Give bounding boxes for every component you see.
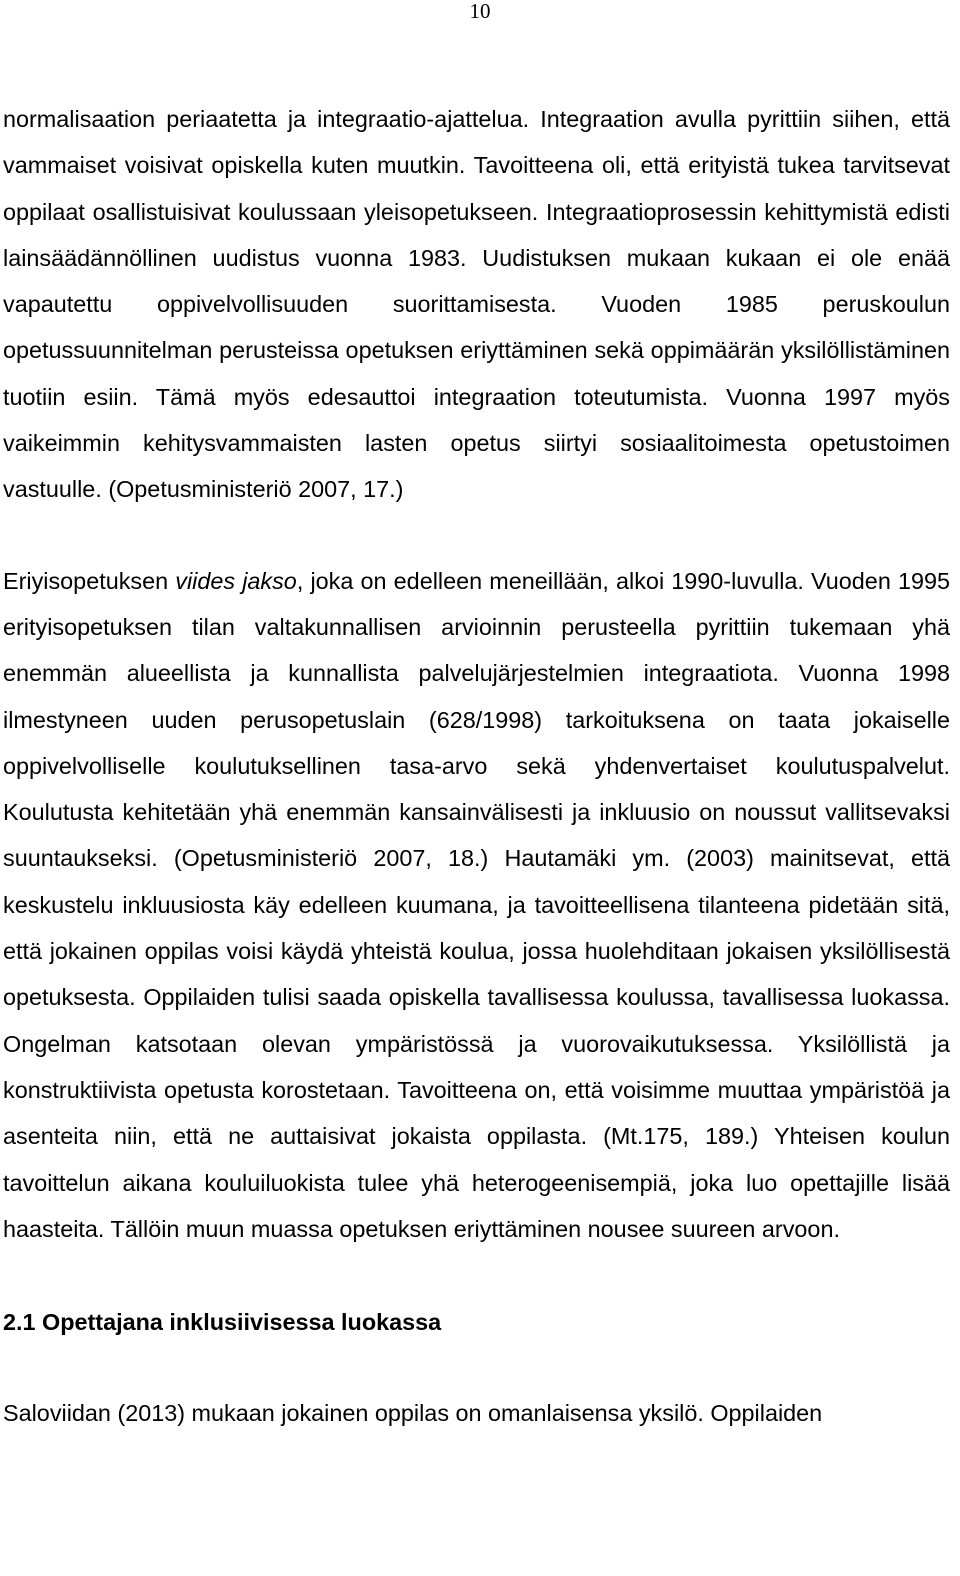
- page-number: 10: [469, 0, 491, 23]
- paragraph-integration-history: normalisaation periaatetta ja integraatio-ajattelua. Integraation avulla pyrittiin siihen, että vammaiset voisivat opiskella kuten muutkin. Tavoitteena oli, että erityistä tukea tarvitsevat oppilaat osallistuisivat koulussaan yleisopetukseen. Integraatioprosessin kehittymistä edisti lainsäädännöllinen uudistus vuonna 1983. Uudistuksen mukaan kukaan ei ole enää vapautettu oppivelvollisuuden suorittamisesta. Vuoden 1985 peruskoulun opetussuunnitelman perusteissa opetuksen eriyttäminen sekä oppimäärän yksilöllistäminen tuotiin esiin. Tämä myös edesauttoi integraation toteutumista. Vuonna 1997 myös vaikeimmin kehitysvammaisten lasten opetus siirtyi sosiaalitoimesta opetustoimen vastuulle. (Opetusministeriö 2007, 17.): [3, 106, 950, 503]
- paragraph-saloviita: Saloviidan (2013) mukaan jokainen oppilas on omanlaisensa yksilö. Oppilaiden: [3, 1400, 823, 1427]
- document-body: [3, 96, 950, 1437]
- paragraph-fifth-period-start: Eriyisopetuksen: [3, 567, 176, 594]
- paragraph-fifth-period-rest: , joka on edelleen meneillään, alkoi 1990-luvulla. Vuoden 1995 erityisopetuksen tilan valtakunnallisen arvioinnin perusteella pyrittiin tukemaan yhä enemmän alueellista ja kunnallista palvelujärjestelmien integraatiota. Vuonna 1998 ilmestyneen uuden perusopetuslain (628/1998) tarkoituksena on taata jokaiselle oppivelvolliselle koulutuksellinen tasa-arvo sekä yhdenvertaiset koulutuspalvelut. Koulutusta kehitetään yhä enemmän kansainvälisesti ja inkluusio on noussut vallitsevaksi suuntaukseksi. (Opetusministeriö 2007, 18.) Hautamäki ym. (2003) mainitsevat, että keskustelu inkluusiosta käy edelleen kuumana, ja tavoitteellisena tilanteena pidetään sitä, että jokainen oppilas voisi käydä yhteistä koulua, jossa huolehditaan jokaisen yksilöllisestä opetuksesta. Oppilaiden tulisi saada opiskella tavallisessa koulussa, tavallisessa luokassa. Ongelman katsotaan olevan ympäristössä ja vuorovaikutuksessa. Yksilöllistä ja konstruktiivista opetusta korostetaan. Tavoitteena on, että voisimme muuttaa ympäristöä ja asenteita niin, että ne auttaisivat jokaista oppilasta. (Mt.175, 189.) Yhteisen koulun tavoittelun aikana kouluiluokista tulee yhä heterogeenisempiä, joka luo opettajille lisää haasteita. Tällöin muun muassa opetuksen eriyttäminen nousee suureen arvoon.: [3, 567, 951, 1242]
- section-heading: 2.1 Opettajana inklusiivisessa luokassa: [3, 1309, 442, 1336]
- emphasized-term: viides jakso: [175, 567, 297, 594]
- paragraph-fifth-period: [3, 558, 950, 1252]
